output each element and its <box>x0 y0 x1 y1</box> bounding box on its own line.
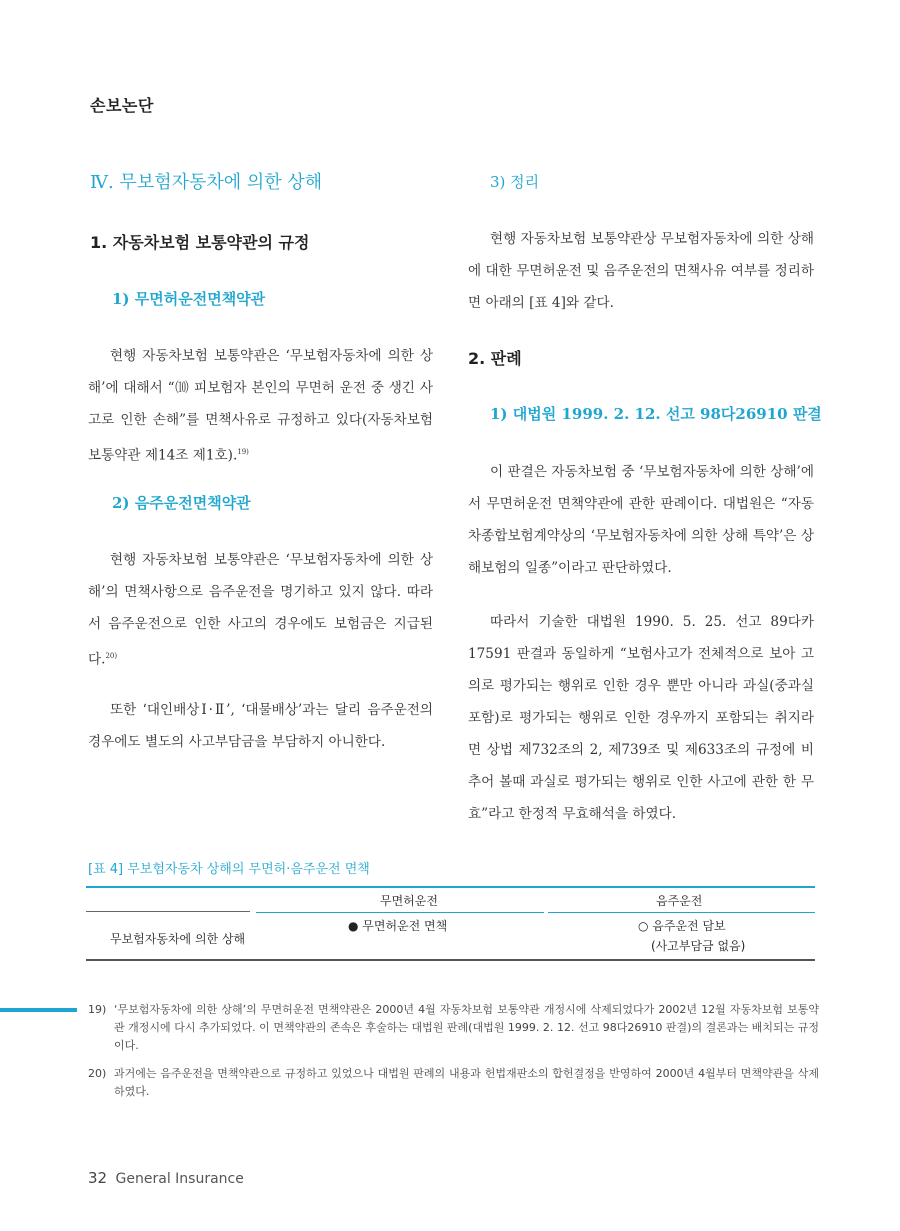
table-header-drunk: 음주운전 <box>656 894 703 908</box>
paragraph-drunk: 현행 자동차보험 보통약관은 ‘무보험자동차에 의한 상해’의 면책사항으로 음주운전을 명기하고 있지 않다. 따라서 음주운전으로 인한 사고의 경우에도 보험금은 지급된다.$^{20)}$ <box>88 552 433 668</box>
paragraph-unlicensed: 현행 자동차보험 보통약관은 ‘무보험자동차에 의한 상해’에 대해서 “⑽ 피보험자 본인의 무면허 운전 중 생긴 사고로 인한 손해”를 면책사유로 규정하고 있다(자동차보험 보통약관 제14조 제1호).$^{19)}$ <box>88 348 433 464</box>
heading-precedent: 2. 판례 <box>468 349 522 368</box>
table-cell-drunk-note: (사고부담금 없음) <box>651 939 746 953</box>
footnote-accent-bar <box>0 1008 77 1012</box>
page-number: 32 <box>88 1169 108 1187</box>
footnote-20: 20) 과거에는 음주운전을 면책약관으로 규정하고 있었으나 대법원 판례의 내용과 헌법재판소의 합헌결정을 반영하여 2000년 4월부터 면책약관을 삭제하였다. <box>88 1067 819 1098</box>
heading-unlicensed-exemption: 1) 무면허운전면책약관 <box>112 290 266 308</box>
table-top-rule <box>86 886 815 888</box>
heading-regulation: 1. 자동차보험 보통약관의 규정 <box>90 233 310 252</box>
table-row-label: 무보험자동차에 의한 상해 <box>110 932 246 946</box>
section-title: Ⅳ. 무보험자동차에 의한 상해 <box>90 172 323 193</box>
heading-summary: 3) 정리 <box>490 173 540 191</box>
paragraph-interpretation: 따라서 기술한 대법원 1990. 5. 25. 선고 89다카17591 판결과 동일하게 “보험사고가 전체적으로 보아 고의로 평가되는 행위로 인한 경우 뿐만 아니라 과실(중과실 포함)로 평가되는 행위로 인한 경우까지 포함되는 취지라면 상법 제732조의 2, 제739조 및 제633조의 규정에 비추어 볼때 과실로 평가되는 행위로 인한 사고에 관한 한 무효”라고 한정적 무효해석을 하였다. <box>468 614 814 822</box>
page-footer <box>88 1169 244 1187</box>
table-title: [표 4] 무보험자동차 상해의 무면허·음주운전 면책 <box>88 862 370 877</box>
heading-supreme-court-case: 1) 대법원 1999. 2. 12. 선고 98다26910 판결 <box>490 405 822 423</box>
publication-name: General Insurance <box>115 1171 244 1187</box>
table-header-rule <box>86 911 250 912</box>
exemption-table <box>86 886 815 961</box>
heading-drunk-exemption: 2) 음주운전면책약관 <box>112 494 251 512</box>
table-header-unlicensed: 무면허운전 <box>380 894 438 908</box>
section-header: 손보논단 <box>90 96 154 115</box>
paragraph-burden: 또한 ‘대인배상Ⅰ·Ⅱ’, ‘대물배상’과는 달리 음주운전의 경우에도 별도의 사고부담금을 부담하지 아니한다. <box>88 702 433 750</box>
footnote-19: 19) ‘무보험자동차에 의한 상해’의 무면허운전 면책약관은 2000년 4월 자동차보험 보통약관 개정시에 삭제되었다가 2002년 12월 자동차보험 보통약관 개정시에 다시 추가되었다. 이 면책약관의 존속은 후술하는 대법원 판례(대법원 1999. 2. 12. 선고 98다26910 판결)의 결론과는 배치되는 규정이다. <box>88 1003 819 1052</box>
table-cell-unlicensed: ● 무면허운전 면책 <box>348 919 448 933</box>
table-sub-rule-2 <box>548 912 815 913</box>
table-cell-drunk: ○ 음주운전 담보 <box>638 919 726 933</box>
paragraph-case: 이 판결은 자동차보험 중 ‘무보험자동차에 의한 상해’에서 무면허운전 면책약관에 관한 판례이다. 대법원은 “자동차종합보험계약상의 ‘무보험자동차에 의한 상해 특약’은 상해보험의 일종”이라고 판단하였다. <box>468 464 814 576</box>
table-bottom-rule <box>86 959 815 961</box>
paragraph-summary: 현행 자동차보험 보통약관상 무보험자동차에 의한 상해에 대한 무면허운전 및 음주운전의 면책사유 여부를 정리하면 아래의 [표 4]와 같다. <box>468 231 814 311</box>
table-sub-rule-1 <box>256 912 544 913</box>
